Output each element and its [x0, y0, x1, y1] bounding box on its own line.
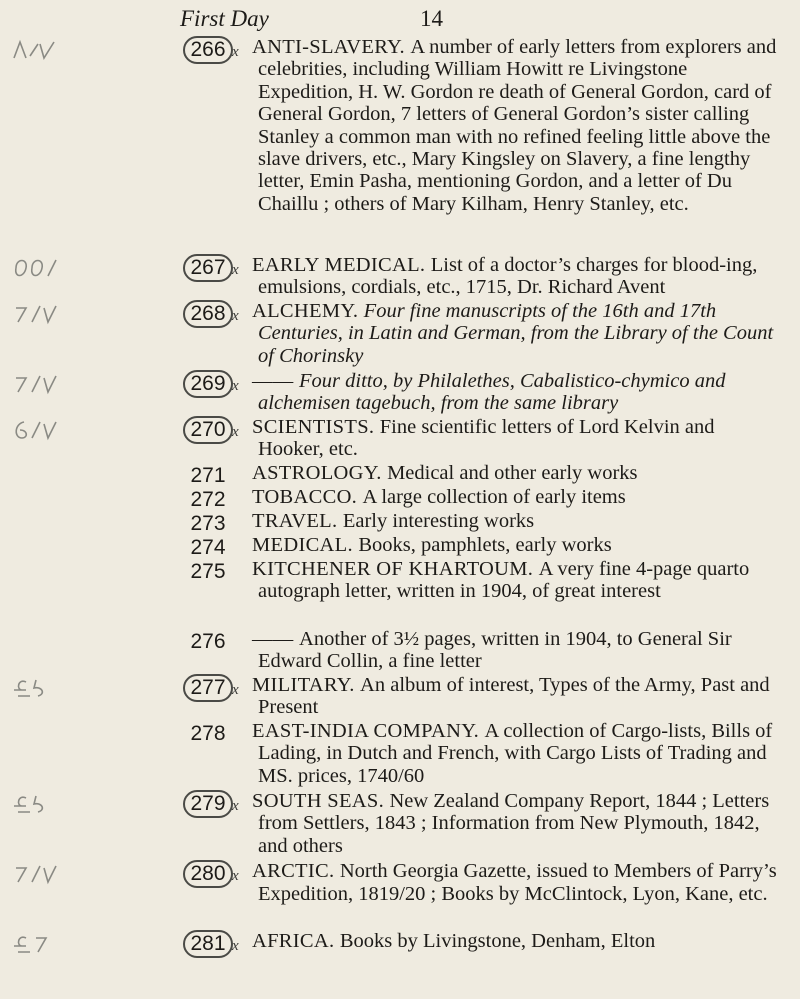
x-mark-icon: x	[232, 262, 239, 278]
lot-text: Early interesting works	[342, 510, 535, 532]
lot-number: 266	[183, 36, 233, 64]
lot-text: Books by Livingstone, Denham, Elton	[339, 930, 656, 952]
x-mark-icon: x	[232, 44, 239, 60]
handwritten-price-annotation	[10, 372, 62, 396]
lot-category: EARLY MEDICAL.	[252, 254, 431, 276]
lot-text: Medical and other early works	[387, 462, 638, 484]
handwritten-price-annotation	[10, 676, 62, 700]
day-heading: First Day	[180, 6, 269, 31]
lot-text: A very fine 4-page quarto autograph letter, written in 1904, of great interest	[258, 558, 750, 603]
lot-description	[252, 558, 782, 603]
lot-description	[252, 36, 782, 215]
lot-category: ——	[252, 370, 300, 392]
handwritten-price-annotation	[10, 792, 62, 816]
lot-description	[252, 486, 782, 508]
lot-description	[252, 930, 782, 952]
lot-text: An album of interest, Types of the Army, Past and Present	[258, 674, 770, 719]
lot-category: TOBACCO.	[252, 486, 363, 508]
lot-category: MEDICAL.	[252, 534, 359, 556]
lot-text: A collection of Cargo-lists, Bills of Lading, in Dutch and French, with Cargo Lists of Trading and MS. prices, 1740/60	[258, 720, 773, 787]
handwritten-price-annotation	[10, 38, 62, 62]
handwritten-price-annotation	[10, 862, 62, 886]
lot-text: List of a doctor’s charges for blood-ing, emulsions, cordials, etc., 1715, Dr. Richard Avent	[258, 254, 758, 299]
handwritten-price-annotation	[10, 418, 62, 442]
lot-description	[252, 790, 782, 857]
lot-category: ——	[252, 628, 300, 650]
lot-number: 271	[190, 464, 226, 487]
x-mark-icon: x	[232, 868, 239, 884]
lot-description	[252, 254, 782, 299]
lot-description	[252, 462, 782, 484]
lot-description	[252, 860, 782, 906]
lot-number: 279	[183, 790, 233, 818]
lot-text: New Zealand Company Report, 1844 ; Letters from Settlers, 1843 ; Information from New Plymouth, 1842, and others	[258, 790, 770, 857]
lot-text: Fine scientific letters of Lord Kelvin and Hooker, etc.	[258, 416, 715, 461]
lot-text: A large collection of early items	[362, 486, 626, 508]
lot-number: 267	[183, 254, 233, 282]
lot-description	[252, 674, 782, 719]
lot-number: 269	[183, 370, 233, 398]
lot-description	[252, 534, 782, 556]
x-mark-icon: x	[232, 682, 239, 698]
page-header	[180, 6, 580, 36]
x-mark-icon: x	[232, 308, 239, 324]
lot-number: 276	[190, 630, 226, 653]
x-mark-icon: x	[232, 424, 239, 440]
lot-number: 280	[183, 860, 233, 888]
lot-number: 268	[183, 300, 233, 328]
lot-category: TRAVEL.	[252, 510, 343, 532]
lot-category: ANTI-SLAVERY.	[252, 36, 411, 58]
lot-category: ASTROLOGY.	[252, 462, 388, 484]
lot-text: Books, pamphlets, early works	[358, 534, 612, 556]
handwritten-price-annotation	[10, 932, 62, 956]
lot-category: ARCTIC.	[252, 860, 340, 882]
lot-description	[252, 628, 782, 673]
lot-category: ALCHEMY.	[252, 300, 364, 322]
lot-category: SCIENTISTS.	[252, 416, 380, 438]
lot-description	[252, 416, 782, 461]
lot-number: 270	[183, 416, 233, 444]
lot-description	[252, 720, 782, 787]
lot-category: SOUTH SEAS.	[252, 790, 390, 812]
lot-number: 273	[190, 512, 226, 535]
lot-number: 281	[183, 930, 233, 958]
lot-text: Four fine manuscripts of the 16th and 17th Centuries, in Latin and German, from the Library of the Count of Chorinsky	[258, 300, 774, 367]
lot-text: A number of early letters from explorers and celebrities, including William Howitt re Livingstone Expedition, H. W. Gordon re death of General Gordon, card of General Gordon, 7 letters of General Gordon’s sister calling Stanley a common man with no refined feeling little above the slave drivers, etc., Mary Kingsley on Slavery, a fine lengthy letter, Emin Pasha, mentioning Gordon, and a letter of Du Chaillu ; others of Mary Kilham, Henry Stanley, etc.	[258, 36, 777, 215]
lot-category: MILITARY.	[252, 674, 361, 696]
lot-number: 278	[190, 722, 226, 745]
lot-number: 274	[190, 536, 226, 559]
lot-number: 277	[183, 674, 233, 702]
lot-description	[252, 370, 782, 415]
x-mark-icon: x	[232, 798, 239, 814]
lot-category: KITCHENER OF KHARTOUM.	[252, 558, 539, 580]
lot-category: EAST-INDIA COMPANY.	[252, 720, 485, 742]
lot-description	[252, 510, 782, 532]
x-mark-icon: x	[232, 378, 239, 394]
lot-category: AFRICA.	[252, 930, 340, 952]
lot-text: Four ditto, by Philalethes, Cabalistico-chymico and alchemisen tagebuch, from the same library	[258, 370, 726, 415]
lot-text: Another of 3½ pages, written in 1904, to General Sir Edward Collin, a fine letter	[258, 628, 732, 673]
lot-number: 272	[190, 488, 226, 511]
lot-number: 275	[190, 560, 226, 583]
handwritten-price-annotation	[10, 302, 62, 326]
page-number: 14	[420, 6, 443, 31]
lot-text: North Georgia Gazette, issued to Members of Parry’s Expedition, 1819/20 ; Books by McClintock, Lyon, Kane, etc.	[258, 860, 777, 905]
lot-description	[252, 300, 782, 367]
handwritten-price-annotation	[10, 256, 62, 280]
x-mark-icon: x	[232, 938, 239, 954]
